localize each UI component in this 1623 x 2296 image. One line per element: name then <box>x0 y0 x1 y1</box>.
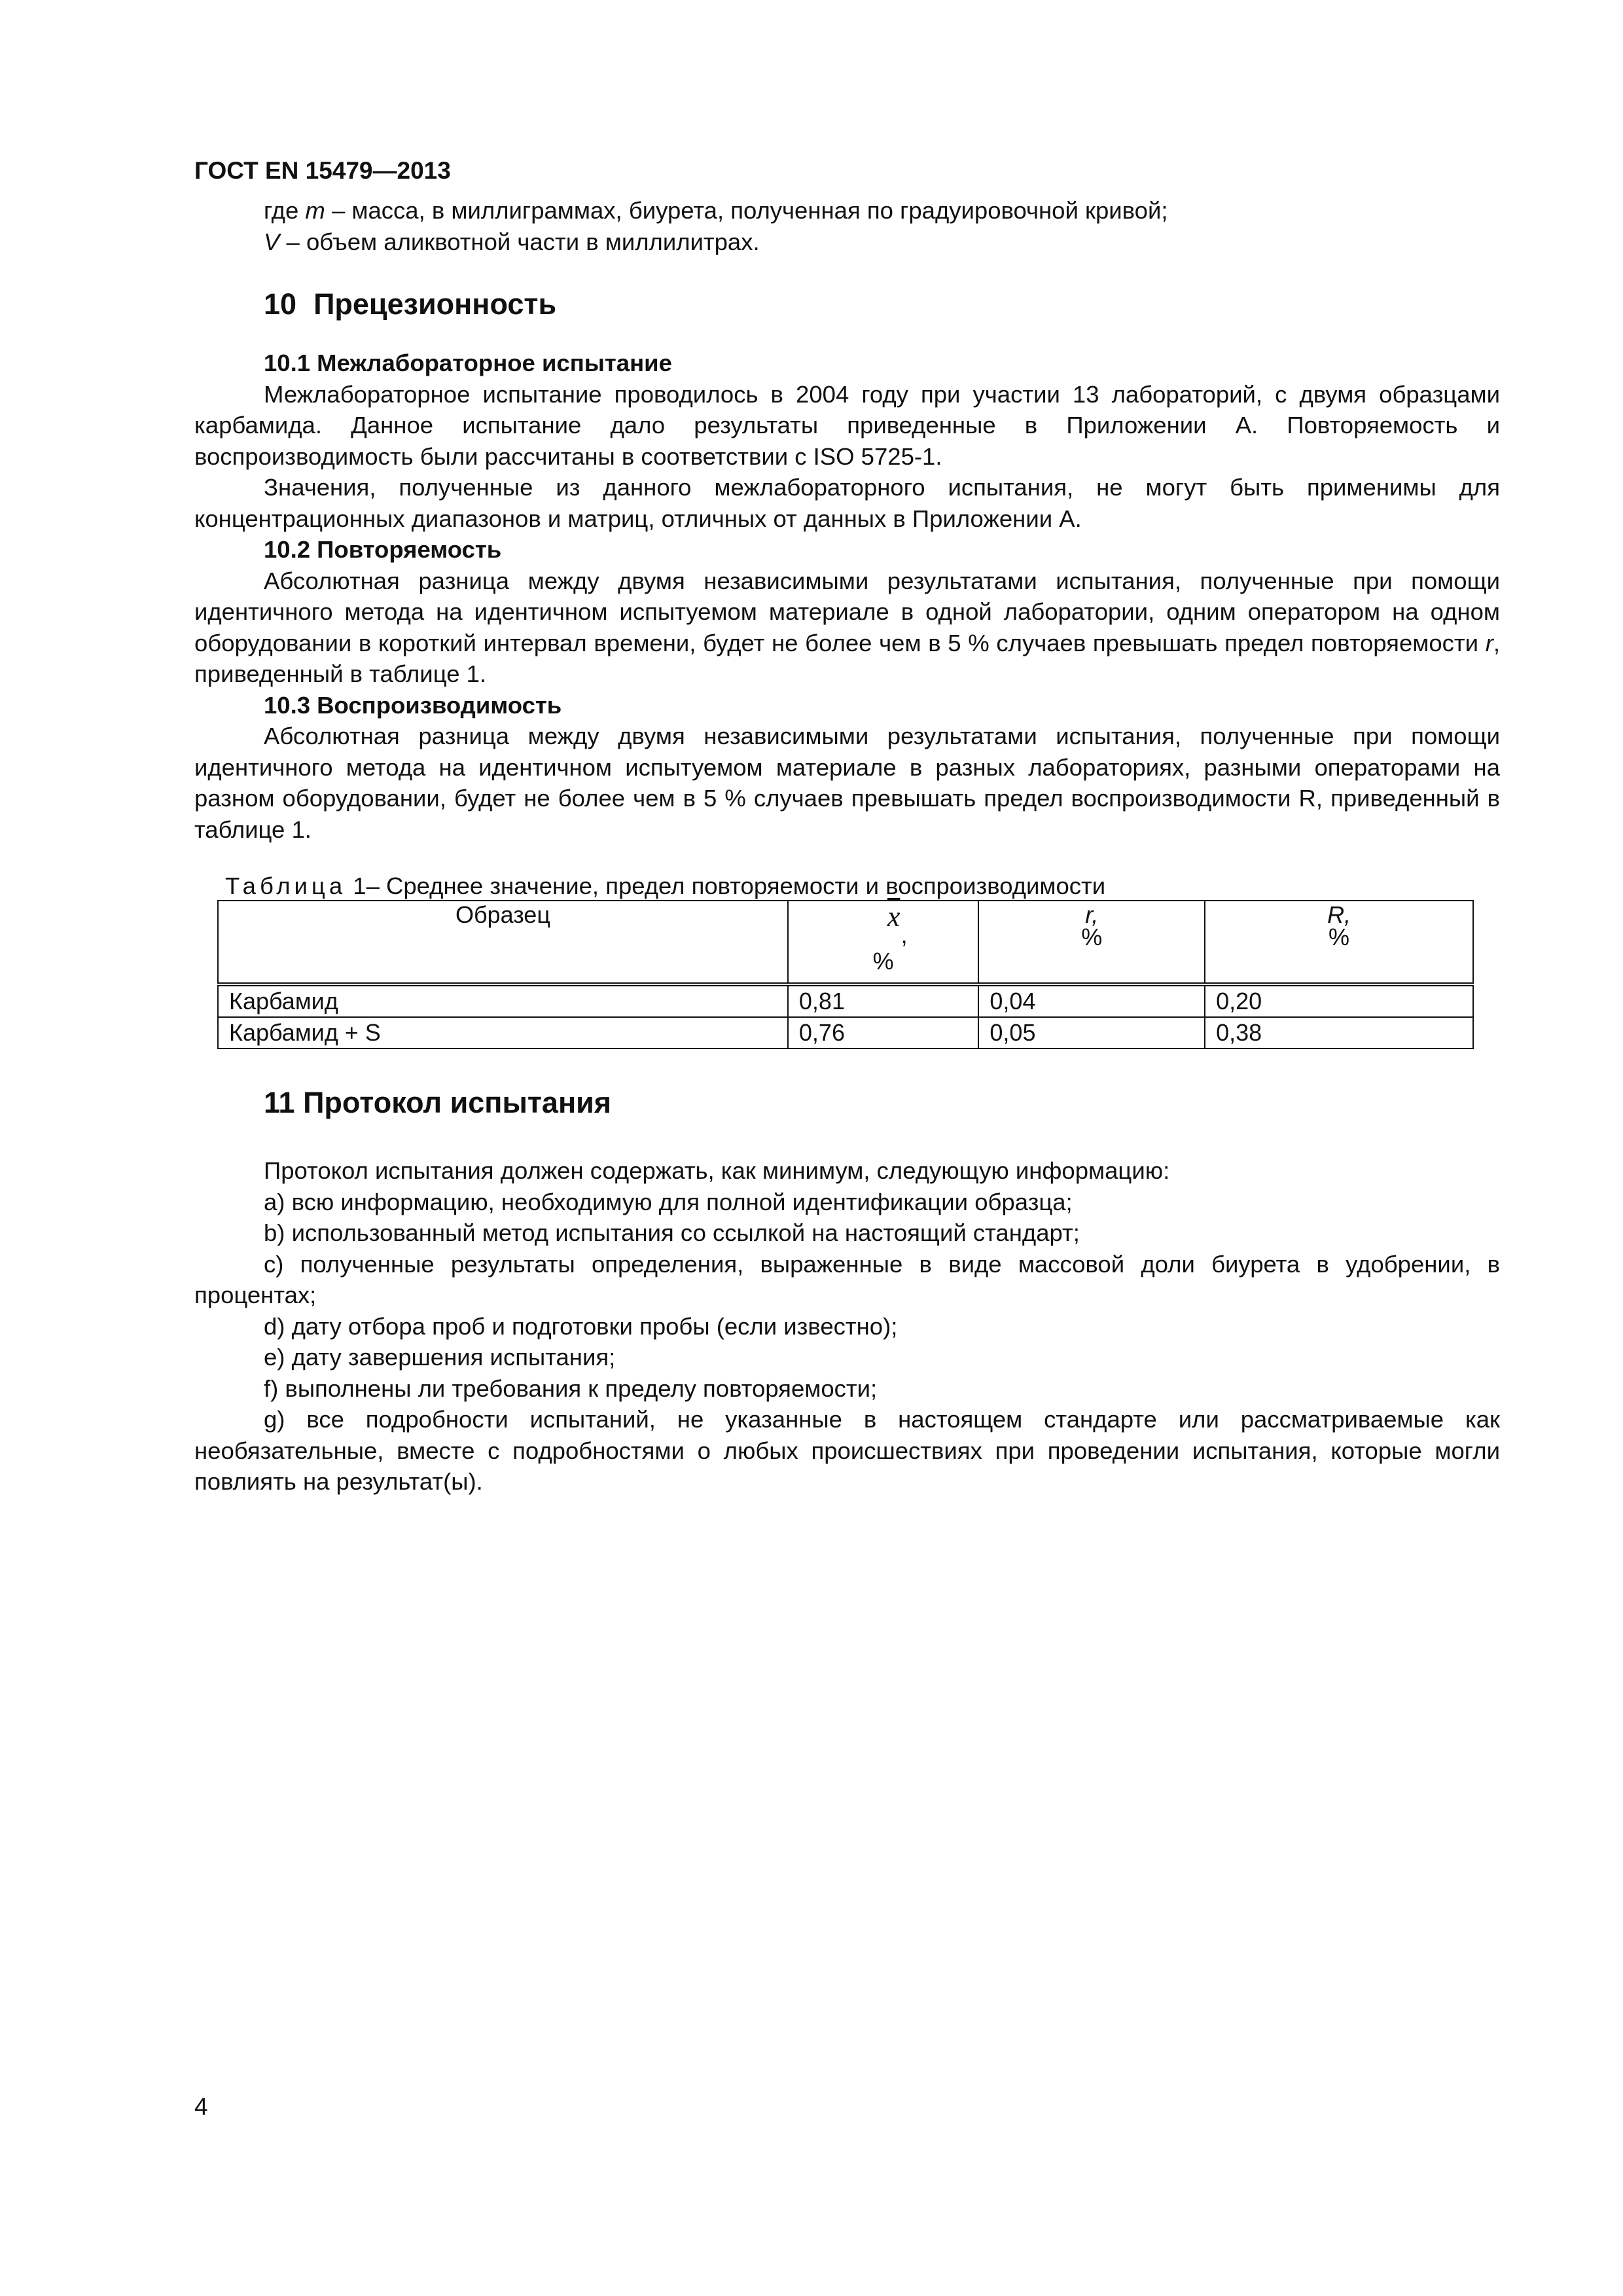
document-header: ГОСТ EN 15479—2013 <box>194 157 451 184</box>
table-caption <box>225 872 1500 900</box>
table-row <box>218 984 1473 1017</box>
header-repeatability <box>978 901 1205 984</box>
table-cell-mean: 0,76 <box>788 1017 979 1049</box>
page-content <box>194 154 1500 1498</box>
table-caption-text: 1– Среднее значение, предел повторяемости и воспроизводимости <box>346 872 1106 899</box>
reproducibility-symbol: R, <box>1327 901 1351 928</box>
repeatability-symbol: r, <box>1085 901 1099 928</box>
paragraph-text: , приведенный в таблице 1. <box>194 629 1500 687</box>
subsection-10-2-paragraph <box>194 565 1500 690</box>
list-item: e) дату завершения испытания; <box>264 1344 616 1371</box>
table-cell-sample: Карбамид <box>218 984 788 1017</box>
list-item: f) выполнены ли требования к пределу повторяемости; <box>264 1374 878 1402</box>
symbol-v: V <box>264 228 280 255</box>
symbol-m: m <box>305 197 325 224</box>
header-sample-label: Образец <box>455 901 550 928</box>
subsection-10-2-title: 10.2 Повторяемость <box>264 536 502 563</box>
list-item: a) всю информацию, необходимую для полной идентификации образца; <box>264 1188 1073 1215</box>
section-11-intro: Протокол испытания должен содержать, как минимум, следующую информацию: <box>264 1157 1170 1184</box>
repeatability-unit: % <box>1081 924 1103 950</box>
header-sample <box>218 901 788 984</box>
section-10-heading <box>264 285 1500 324</box>
subsection-10-1-paragraph-2: Значения, полученные из данного межлабораторного испытания, не могут быть применимы для концентрационных диапазонов и матриц, отличных от данных в Приложении А. <box>194 474 1500 532</box>
list-item: g) все подробности испытаний, не указанные в настоящем стандарте или рассматриваемые как необязательные, вместе с подробностями о любых происшествиях при проведении испытания, которые могли повлиять на результат(ы). <box>194 1406 1500 1495</box>
table-header-row <box>218 901 1473 984</box>
subsection-10-3-paragraph: Абсолютная разница между двумя независимыми результатами испытания, полученные при помощи идентичного метода на идентичном испытуемом материале в разных лабораториях, разными операторами на разном оборудовании, будет не более чем в 5 % случаев превышать предел воспроизводимости R, приведенный в таблице 1. <box>194 723 1500 843</box>
subsection-10-1-title: 10.1 Межлабораторное испытание <box>264 350 672 376</box>
page-number: 4 <box>194 2093 208 2120</box>
table-cell-repeatability: 0,04 <box>978 984 1205 1017</box>
table-row <box>218 1017 1473 1049</box>
intro-text: – объем аликвотной части в миллилитрах. <box>279 228 760 255</box>
header-reproducibility <box>1205 901 1473 984</box>
table-caption-label: Таблица <box>225 872 347 899</box>
table-cell-mean: 0,81 <box>788 984 979 1017</box>
paragraph-text: Абсолютная разница между двумя независимыми результатами испытания, полученные при помощи идентичного метода на идентичном испытуемом материале в одной лаборатории, одним оператором на одном оборудовании в короткий интервал времени, будет не более чем в 5 % случаев превышать предел повторяемости <box>194 567 1500 656</box>
table-cell-reproducibility: 0,20 <box>1205 984 1473 1017</box>
precision-table <box>217 900 1474 1049</box>
list-item: c) полученные результаты определения, выраженные в виде массовой доли биурета в удобрении, в процентах; <box>194 1250 1500 1308</box>
symbol-r: r <box>1485 629 1493 656</box>
list-item: b) использованный метод испытания со ссылкой на настоящий стандарт; <box>264 1219 1080 1246</box>
intro-text: – масса, в миллиграммах, биурета, полученная по градуировочной кривой; <box>325 197 1168 224</box>
intro-line-1 <box>194 195 1500 226</box>
subsection-10-1-paragraph-1: Межлабораторное испытание проводилось в 2004 году при участии 13 лабораторий, с двумя образцами карбамида. Данное испытание дало результаты приведенные в Приложении А. Повторяемость и воспроизводимость были рассчитаны в соответствии с ISO 5725-1. <box>194 380 1500 470</box>
list-item: d) дату отбора проб и подготовки пробы (если известно); <box>264 1312 898 1340</box>
section-number: 10 <box>264 287 297 321</box>
table-cell-reproducibility: 0,38 <box>1205 1017 1473 1049</box>
mean-symbol: $\overline{x}$ <box>887 901 901 933</box>
reproducibility-unit: % <box>1329 924 1350 950</box>
mean-comma: , <box>901 922 908 948</box>
mean-unit: % <box>872 948 894 975</box>
header-mean <box>788 901 979 984</box>
intro-text: где <box>264 197 306 224</box>
section-title: Прецезионность <box>313 287 557 321</box>
table-cell-sample: Карбамид + S <box>218 1017 788 1049</box>
subsection-10-3-title: 10.3 Воспроизводимость <box>264 691 562 719</box>
table-cell-repeatability: 0,05 <box>978 1017 1205 1049</box>
section-11-heading: 11 Протокол испытания <box>264 1086 612 1119</box>
intro-line-2 <box>194 226 1500 258</box>
